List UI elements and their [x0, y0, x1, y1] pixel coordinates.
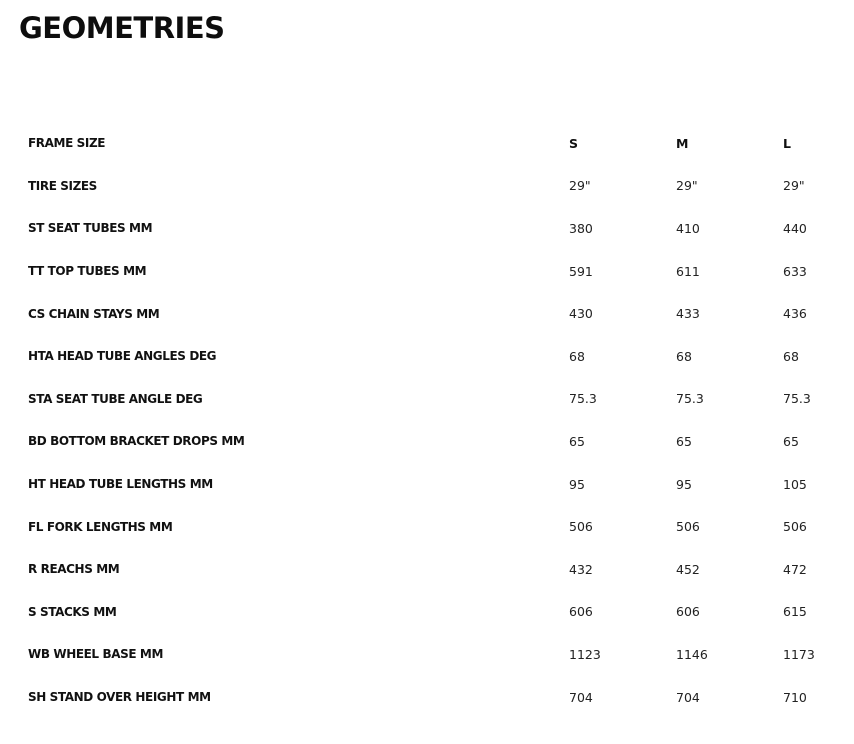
value-size-l: 440 — [783, 220, 807, 236]
value-size-s: 432 — [569, 561, 593, 577]
value-size-s: 95 — [569, 476, 585, 492]
value-size-l: 29" — [783, 178, 805, 194]
table-row — [28, 335, 828, 378]
row-label: HTA HEAD TUBE ANGLES DEG — [28, 349, 217, 364]
table-row — [28, 463, 828, 506]
value-size-l: 633 — [783, 263, 807, 279]
value-size-m: 506 — [676, 519, 700, 535]
row-label: S STACKS MM — [28, 604, 117, 619]
value-size-s: 68 — [569, 348, 585, 364]
table-row — [28, 292, 828, 335]
value-size-l: 506 — [783, 519, 807, 535]
table-header-row — [28, 122, 828, 165]
value-size-s: 591 — [569, 263, 593, 279]
value-size-m: 606 — [676, 604, 700, 620]
value-size-m: 75.3 — [676, 391, 704, 407]
value-size-s: 75.3 — [569, 391, 597, 407]
row-label: WB WHEEL BASE MM — [28, 647, 163, 662]
value-size-l: 65 — [783, 433, 799, 449]
table-row — [28, 676, 828, 719]
row-label: CS CHAIN STAYS MM — [28, 306, 160, 321]
value-size-m: 433 — [676, 306, 700, 322]
value-size-s: 606 — [569, 604, 593, 620]
row-label: R REACHS MM — [28, 562, 120, 577]
value-size-m: 452 — [676, 561, 700, 577]
table-row — [28, 378, 828, 421]
value-size-m: 68 — [676, 348, 692, 364]
table-body — [28, 165, 828, 719]
table-row — [28, 165, 828, 208]
row-label: HT HEAD TUBE LENGTHS MM — [28, 477, 213, 492]
value-size-m: 29" — [676, 178, 698, 194]
table-row — [28, 207, 828, 250]
row-label: SH STAND OVER HEIGHT MM — [28, 690, 211, 705]
column-header-size-m: M — [676, 135, 689, 151]
value-size-l: 472 — [783, 561, 807, 577]
value-size-m: 410 — [676, 220, 700, 236]
geometry-table — [28, 122, 828, 718]
column-header-size-l: L — [783, 135, 791, 151]
value-size-l: 436 — [783, 306, 807, 322]
row-label: FL FORK LENGTHS MM — [28, 519, 173, 534]
value-size-m: 65 — [676, 433, 692, 449]
row-label: BD BOTTOM BRACKET DROPS MM — [28, 434, 245, 449]
value-size-l: 68 — [783, 348, 799, 364]
value-size-s: 65 — [569, 433, 585, 449]
row-label: ST SEAT TUBES MM — [28, 221, 153, 236]
value-size-m: 95 — [676, 476, 692, 492]
value-size-m: 1146 — [676, 646, 708, 662]
value-size-s: 380 — [569, 220, 593, 236]
row-label: STA SEAT TUBE ANGLE DEG — [28, 391, 203, 406]
value-size-m: 704 — [676, 689, 700, 705]
table-row — [28, 633, 828, 676]
value-size-s: 506 — [569, 519, 593, 535]
value-size-l: 710 — [783, 689, 807, 705]
column-header-size-s: S — [569, 135, 579, 151]
row-label: TT TOP TUBES MM — [28, 264, 147, 279]
value-size-l: 615 — [783, 604, 807, 620]
page-title: GEOMETRIES — [19, 11, 225, 45]
value-size-l: 105 — [783, 476, 807, 492]
table-row — [28, 591, 828, 634]
column-header-frame-size: FRAME SIZE — [28, 136, 106, 151]
table-row — [28, 250, 828, 293]
value-size-m: 611 — [676, 263, 700, 279]
table-row — [28, 505, 828, 548]
value-size-s: 29" — [569, 178, 591, 194]
value-size-s: 704 — [569, 689, 593, 705]
row-label: TIRE SIZES — [28, 178, 97, 193]
table-row — [28, 420, 828, 463]
table-row — [28, 548, 828, 591]
value-size-l: 75.3 — [783, 391, 811, 407]
value-size-s: 430 — [569, 306, 593, 322]
value-size-s: 1123 — [569, 646, 601, 662]
value-size-l: 1173 — [783, 646, 815, 662]
